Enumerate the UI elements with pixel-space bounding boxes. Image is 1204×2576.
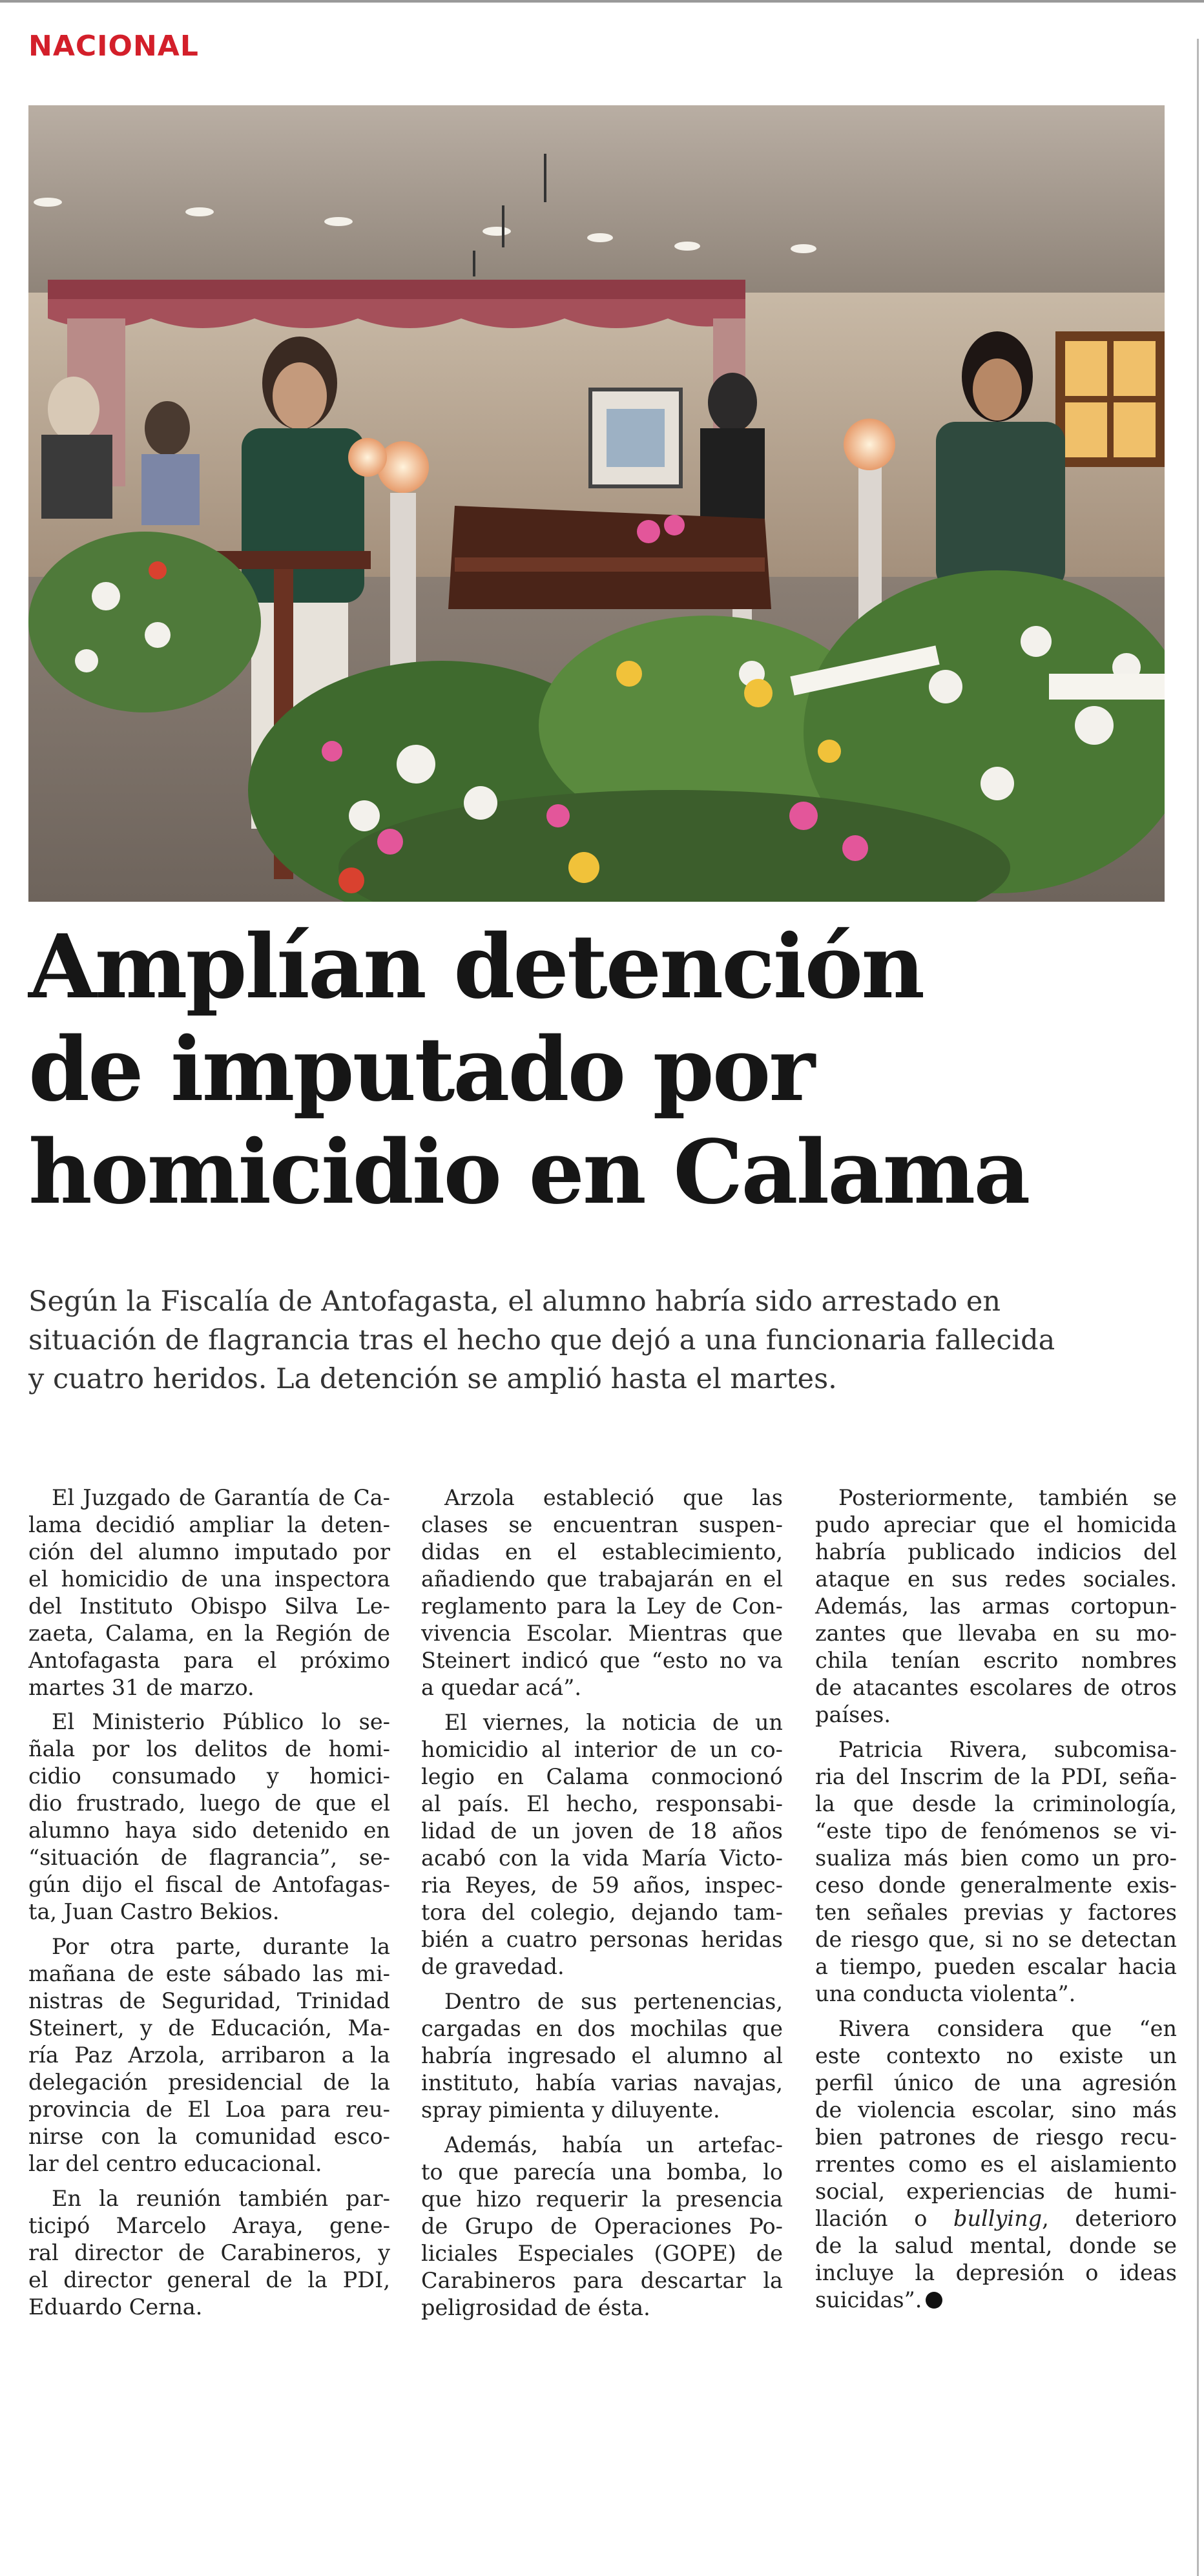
body-line: provincia de El Loa para reu- <box>28 2097 390 2122</box>
body-line: En la reunión también par- <box>52 2186 390 2211</box>
body-line: ñala por los delitos de homi- <box>28 1736 390 1761</box>
body-line: acabó con la vida María Victo- <box>421 1845 783 1871</box>
body-line: lar del centro educacional. <box>28 2151 322 2176</box>
lead-line: Según la Fiscalía de Antofagasta, el alumno habría sido arrestado en <box>28 1285 1001 1318</box>
body-line: bién a cuatro personas heridas <box>421 1927 783 1952</box>
headline-line: de imputado por <box>28 1018 814 1121</box>
body-line: legio en Calama conmocionó <box>421 1764 783 1789</box>
body-line: cargadas en dos mochilas que <box>421 2016 783 2041</box>
body-line: chila tenían escrito nombres <box>815 1648 1177 1673</box>
body-line: de la salud mental, donde se <box>815 2233 1177 2258</box>
body-paragraph <box>28 1709 390 1926</box>
body-line: to que parecía una bomba, lo <box>421 2159 783 2185</box>
body-paragraph <box>28 1484 390 1701</box>
body-line: bien patrones de riesgo recu- <box>815 2124 1177 2150</box>
headline <box>28 916 1172 1224</box>
body-line: el director general de la PDI, <box>28 2267 390 2292</box>
body-line: gún dijo el fiscal de Antofagas- <box>28 1872 390 1897</box>
body-line: Por otra parte, durante la <box>52 1934 390 1959</box>
body-line: habría publicado indicios del <box>815 1539 1177 1564</box>
lead-line: y cuatro heridos. La detención se amplió hasta el martes. <box>28 1363 837 1395</box>
body-line: zantes que llevaba en su mo- <box>815 1621 1177 1646</box>
body-line: zaeta, Calama, en la Región de <box>28 1621 390 1646</box>
lead-line: situación de flagrancia tras el hecho que dejó a una funcionaria fallecida <box>28 1324 1055 1356</box>
top-rule <box>0 0 1204 3</box>
body-line: reglamento para la Ley de Con- <box>421 1594 783 1619</box>
body-line: al país. El hecho, responsabi- <box>421 1791 783 1816</box>
lead-paragraph <box>28 1282 1185 1398</box>
body-line: Steinert indicó que “esto no va <box>421 1648 783 1673</box>
body-line: Patricia Rivera, subcomisa- <box>838 1737 1177 1762</box>
body-paragraph <box>421 1709 783 1980</box>
body-line: martes 31 de marzo. <box>28 1675 254 1700</box>
headline-line: Amplían detención <box>28 915 924 1019</box>
body-paragraph <box>815 1736 1177 2008</box>
body-line: lama decidió ampliar la deten- <box>28 1512 390 1537</box>
body-line: delegación presidencial de la <box>28 2070 390 2095</box>
body-line: cidio consumado y homici- <box>28 1763 390 1789</box>
body-line: sualiza más bien como un pro- <box>815 1845 1177 1871</box>
body-line: ten señales previas y factores <box>815 1900 1177 1925</box>
body-line: ria Reyes, de 59 años, inspec- <box>421 1873 783 1898</box>
body-line: ataque en sus redes sociales. <box>815 1566 1177 1592</box>
column-rule <box>1197 39 1199 2576</box>
body-line: clases se encuentran suspen- <box>421 1512 783 1537</box>
body-line: homicidio al interior de un co- <box>421 1737 783 1762</box>
body-line: dio frustrado, luego de que el <box>28 1791 390 1816</box>
body-line: El viernes, la noticia de un <box>444 1710 783 1735</box>
body-line: Steinert, y de Educación, Ma- <box>28 2015 390 2041</box>
body-column-2 <box>421 1484 783 2322</box>
body-line: llación o bullying, deterioro <box>815 2206 1177 2231</box>
body-line: didas en el establecimiento, <box>421 1539 783 1564</box>
body-line: ción del alumno imputado por <box>28 1539 390 1564</box>
body-line: instituto, había varias navajas, <box>421 2070 783 2095</box>
body-line: Además, había un artefac- <box>444 2132 783 2157</box>
body-line: del Instituto Obispo Silva Le- <box>28 1594 390 1619</box>
body-line: a quedar acá”. <box>421 1675 582 1700</box>
body-paragraph <box>815 2015 1177 2314</box>
body-line: tora del colegio, dejando tam- <box>421 1900 783 1925</box>
end-mark-icon <box>926 2292 942 2309</box>
body-line: a tiempo, pueden escalar hacia <box>815 1954 1177 1979</box>
body-line: ceso donde generalmente exis- <box>815 1873 1177 1898</box>
body-line: de violencia escolar, sino más <box>815 2097 1177 2123</box>
body-line: de gravedad. <box>421 1954 565 1979</box>
body-paragraph <box>28 2185 390 2321</box>
section-label: NACIONAL <box>28 30 199 63</box>
body-line: Posteriormente, también se <box>838 1485 1177 1510</box>
body-line: lidad de un joven de 18 años <box>421 1818 783 1844</box>
body-line: Rivera considera que “en <box>838 2016 1177 2041</box>
body-line: ticipó Marcelo Araya, gene- <box>28 2213 390 2238</box>
body-line: Antofagasta para el próximo <box>28 1648 390 1673</box>
body-line: mañana de este sábado las mi- <box>28 1961 390 1986</box>
body-line: peligrosidad de ésta. <box>421 2295 650 2320</box>
body-line: social, experiencias de humi- <box>815 2179 1177 2204</box>
body-line: pudo apreciar que el homicida <box>815 1512 1177 1537</box>
body-line: ta, Juan Castro Bekios. <box>28 1899 280 1924</box>
body-line: Dentro de sus pertenencias, <box>444 1989 783 2014</box>
body-line: ral director de Carabineros, y <box>28 2240 390 2265</box>
body-paragraph <box>421 1988 783 2124</box>
body-column-3 <box>815 1484 1177 2314</box>
body-line: nistras de Seguridad, Trinidad <box>28 1988 390 2013</box>
body-line: de atacantes escolares de otros <box>815 1675 1177 1700</box>
body-line: de Grupo de Operaciones Po- <box>421 2214 783 2239</box>
body-line: suicidas”. <box>815 2287 1177 2314</box>
body-line: nirse con la comunidad esco- <box>28 2124 390 2149</box>
body-line: “este tipo de fenómenos se vi- <box>815 1818 1177 1844</box>
body-line: añadiendo que trabajarán en el <box>421 1566 783 1592</box>
body-line: vivencia Escolar. Mientras que <box>421 1621 783 1646</box>
body-line: incluye la depresión o ideas <box>815 2260 1177 2285</box>
body-line: “situación de flagrancia”, se- <box>28 1845 390 1870</box>
body-line: una conducta violenta”. <box>815 1981 1076 2006</box>
body-paragraph <box>815 1484 1177 1729</box>
photo-funeral <box>28 105 1165 902</box>
body-line: Eduardo Cerna. <box>28 2294 203 2320</box>
body-paragraph <box>28 1933 390 2177</box>
body-line: spray pimienta y diluyente. <box>421 2097 720 2123</box>
body-line: de riesgo que, si no se detectan <box>815 1927 1177 1952</box>
body-line: ria del Inscrim de la PDI, seña- <box>815 1764 1177 1789</box>
body-line: Carabineros para descartar la <box>421 2268 783 2293</box>
body-line: El Juzgado de Garantía de Ca- <box>52 1485 390 1510</box>
body-paragraph <box>421 2132 783 2322</box>
body-line: alumno haya sido detenido en <box>28 1818 390 1843</box>
body-line: ría Paz Arzola, arribaron a la <box>28 2042 390 2068</box>
article-photo <box>28 105 1165 902</box>
body-line: El Ministerio Público lo se- <box>52 1709 390 1734</box>
headline-line: homicidio en Calama <box>28 1121 1029 1224</box>
body-line: el homicidio de una inspectora <box>28 1566 390 1592</box>
body-line: la que desde la criminología, <box>815 1791 1177 1816</box>
body-column-1 <box>28 1484 390 2321</box>
body-line: perfil único de una agresión <box>815 2070 1177 2095</box>
body-line: habría ingresado el alumno al <box>421 2043 783 2068</box>
body-line: Arzola estableció que las <box>444 1485 783 1510</box>
body-paragraph <box>421 1484 783 1701</box>
body-line: este contexto no existe un <box>815 2043 1177 2068</box>
body-line: Además, las armas cortopun- <box>815 1594 1177 1619</box>
body-line: países. <box>815 1702 891 1727</box>
body-line: que hizo requerir la presencia <box>421 2186 783 2212</box>
body-line: liciales Especiales (GOPE) de <box>421 2241 783 2266</box>
body-line: rrentes como es el aislamiento <box>815 2152 1177 2177</box>
